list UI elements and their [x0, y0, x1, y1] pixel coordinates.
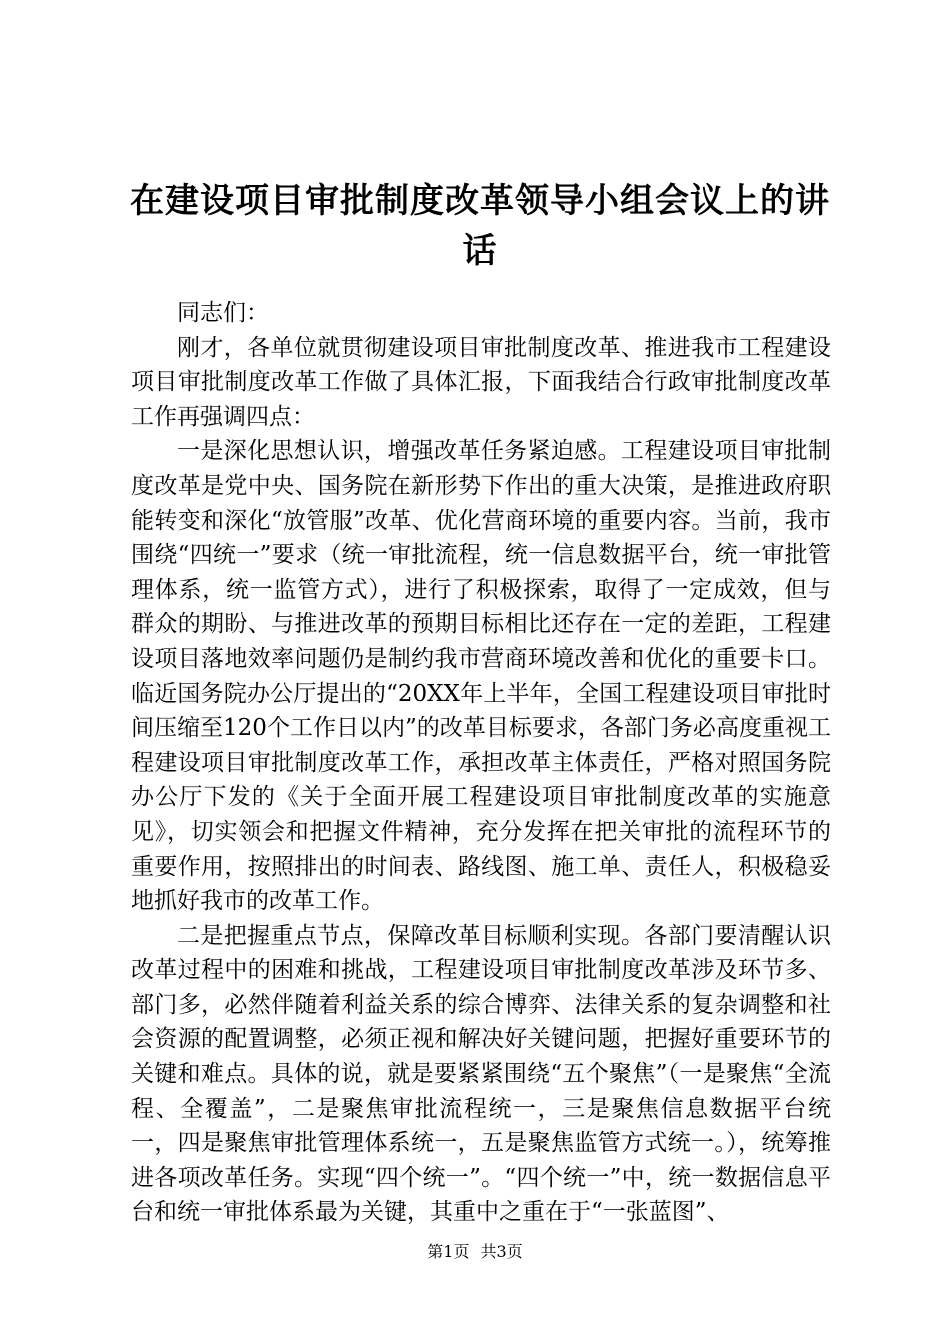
page-number: 第1页 [427, 1242, 470, 1261]
paragraph-intro: 刚才，各单位就贯彻建设项目审批制度改革、推进我市工程建设项目审批制度改革工作做了具体汇报，下面我结合行政审批制度改革工作再强调四点： [131, 334, 831, 430]
paragraph-point-two: 二是把握重点节点，保障改革目标顺利实现。各部门要清醒认识改革过程中的困难和挑战，工程建设项目审批制度改革涉及环节多、部门多，必然伴随着利益关系的综合博弈、法律关系的复杂调整和社会资源的配置调整，必须正视和解决好关键问题，把握好重要环节的关键和难点。具体的说，就是要紧紧围绕“五个聚焦”（一是聚焦“全流程、全覆盖”，二是聚焦审批流程统一，三是聚焦信息数据平台统一，四是聚焦审批管理体系统一，五是聚焦监管方式统一。），统筹推进各项改革任务。实现“四个统一”。“四个统一”中，统一数据信息平台和统一审批体系最为关键，其重中之重在于“一张蓝图”、 [131, 922, 831, 1226]
document-body [131, 296, 831, 1230]
paragraph-point-one: 一是深化思想认识，增强改革任务紧迫感。工程建设项目审批制度改革是党中央、国务院在新形势下作出的重大决策，是推进政府职能转变和深化“放管服”改革、优化营商环境的重要内容。当前，我市围绕“四统一”要求（统一审批流程，统一信息数据平台，统一审批管理体系，统一监管方式），进行了积极探索，取得了一定成效，但与群众的期盼、与推进改革的预期目标相比还存在一定的差距，工程建设项目落地效率问题仍是制约我市营商环境改善和优化的重要卡口。临近国务院办公厅提出的“20XX年上半年，全国工程建设项目审批时间压缩至120个工作日以内”的改革目标要求，各部门务必高度重视工程建设项目审批制度改革工作，承担改革主体责任，严格对照国务院办公厅下发的《关于全面开展工程建设项目审批制度改革的实施意见》，切实领会和把握文件精神，充分发挥在把关审批的流程环节的重要作用，按照排出的时间表、路线图、施工单、责任人，积极稳妥地抓好我市的改革工作。 [131, 438, 831, 915]
page-total: 共3页 [480, 1242, 523, 1261]
greeting: 同志们： [177, 300, 269, 326]
page-footer [0, 1242, 950, 1262]
document-title: 在建设项目审批制度改革领导小组会议上的讲话 [130, 181, 830, 271]
